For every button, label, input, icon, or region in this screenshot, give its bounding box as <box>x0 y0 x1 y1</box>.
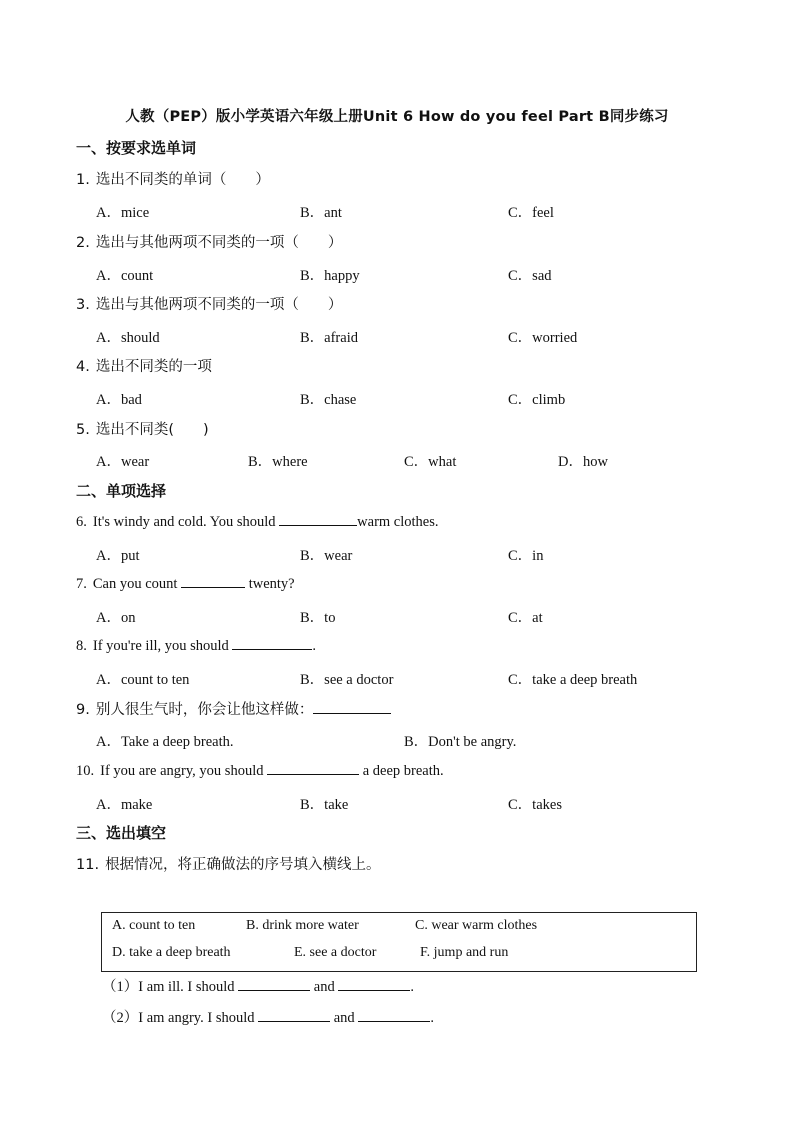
sub-label: （1） <box>102 979 139 995</box>
answer-blank[interactable] <box>313 700 391 714</box>
question-number: 3. <box>76 297 90 313</box>
question-text: 选出与其他两项不同类的一项（ ） <box>95 235 343 251</box>
question-text-pre: If you are angry, you should <box>100 763 268 779</box>
question-number: 8. <box>76 638 87 654</box>
sub-label: （2） <box>102 1010 139 1026</box>
question-text: 根据情况，将正确做法的序号填入横线上。 <box>105 857 381 873</box>
question-text-post: a deep breath. <box>359 763 444 779</box>
question-number: 11. <box>76 857 100 873</box>
choices-box <box>101 912 697 972</box>
option-c: C．climb <box>508 392 566 408</box>
question-7 <box>76 574 295 593</box>
question-2 <box>76 231 342 252</box>
question-9 <box>76 698 391 719</box>
option-a: A．count to ten <box>96 672 190 688</box>
option-c: C．feel <box>508 205 554 221</box>
question-8 <box>76 636 316 655</box>
question-text: 别人很生气时，你会让他这样做： <box>95 702 314 718</box>
option-b: B．wear <box>300 548 353 564</box>
question-number: 10. <box>76 763 95 779</box>
option-a: A．count <box>96 268 154 284</box>
sub-text-mid: and <box>310 979 339 995</box>
choice-c: C. wear warm clothes <box>415 918 538 933</box>
option-a: A．mice <box>96 205 150 221</box>
question-5 <box>76 418 209 439</box>
question-6 <box>76 512 439 531</box>
section-heading-3: 三、选出填空 <box>76 824 167 842</box>
option-b: B．Don't be angry. <box>404 734 517 750</box>
sub-text-pre: I am angry. I should <box>138 1010 259 1026</box>
section-heading-2: 二、单项选择 <box>76 482 167 500</box>
question-text: 选出不同类的单词（ ） <box>95 172 270 188</box>
sub-question-1 <box>102 975 414 996</box>
choice-f: F. jump and run <box>420 945 509 960</box>
option-c: C．what <box>404 454 457 470</box>
option-b: B．take <box>300 797 349 813</box>
question-number: 5. <box>76 422 90 438</box>
option-c: C．sad <box>508 268 552 284</box>
section-heading-1: 一、按要求选单词 <box>76 139 197 157</box>
option-b: B．where <box>248 454 308 470</box>
question-11 <box>76 853 381 874</box>
sub-text-post: . <box>410 979 414 995</box>
question-number: 1. <box>76 172 90 188</box>
question-text-pre: If you're ill, you should <box>92 638 233 654</box>
page-title: 人教（PEP）版小学英语六年级上册Unit 6 How do you feel Part B同步练习 <box>125 109 669 125</box>
question-text: 选出不同类的一项 <box>95 359 212 375</box>
question-number: 9. <box>76 702 90 718</box>
question-1 <box>76 168 270 189</box>
question-4 <box>76 355 212 376</box>
option-b: B．happy <box>300 268 360 284</box>
option-c: C．in <box>508 548 544 564</box>
question-number: 6. <box>76 514 87 530</box>
option-a: A．make <box>96 797 153 813</box>
option-d: D．how <box>558 454 608 470</box>
choice-b: B. drink more water <box>246 918 359 933</box>
sub-text-post: . <box>430 1010 434 1026</box>
question-number: 2. <box>76 235 90 251</box>
option-a: A．wear <box>96 454 150 470</box>
choice-e: E. see a doctor <box>294 945 377 960</box>
option-c: C．takes <box>508 797 562 813</box>
question-text-pre: It's windy and cold. You should <box>92 514 280 530</box>
option-b: B．to <box>300 610 336 626</box>
question-text-post: . <box>312 638 317 654</box>
answer-blank[interactable] <box>267 761 359 775</box>
answer-blank[interactable] <box>181 574 245 588</box>
option-c: C．at <box>508 610 543 626</box>
option-b: B．ant <box>300 205 342 221</box>
option-a: A．should <box>96 330 160 346</box>
option-b: B．see a doctor <box>300 672 394 688</box>
choice-d: D. take a deep breath <box>112 945 231 960</box>
option-a: A．on <box>96 610 136 626</box>
question-text: 选出与其他两项不同类的一项（ ） <box>95 297 343 313</box>
sub-question-2 <box>102 1006 434 1027</box>
question-10 <box>76 761 444 780</box>
answer-blank-2[interactable] <box>358 1008 430 1022</box>
option-a: A．put <box>96 548 140 564</box>
option-b: B．chase <box>300 392 357 408</box>
answer-blank[interactable] <box>232 636 312 650</box>
sub-text-mid: and <box>330 1010 359 1026</box>
question-text-post: twenty? <box>245 576 295 592</box>
choice-a: A. count to ten <box>112 918 196 933</box>
option-b: B．afraid <box>300 330 358 346</box>
question-text-pre: Can you count <box>92 576 182 592</box>
option-c: C．worried <box>508 330 578 346</box>
question-text: 选出不同类( ) <box>95 422 209 438</box>
answer-blank-1[interactable] <box>238 977 310 991</box>
option-a: A．Take a deep breath. <box>96 734 234 750</box>
option-a: A．bad <box>96 392 142 408</box>
question-text-post: warm clothes. <box>357 514 439 530</box>
question-3 <box>76 293 342 314</box>
sub-text-pre: I am ill. I should <box>138 979 239 995</box>
question-number: 4. <box>76 359 90 375</box>
answer-blank[interactable] <box>279 512 357 526</box>
question-number: 7. <box>76 576 87 592</box>
answer-blank-2[interactable] <box>338 977 410 991</box>
option-c: C．take a deep breath <box>508 672 638 688</box>
answer-blank-1[interactable] <box>258 1008 330 1022</box>
